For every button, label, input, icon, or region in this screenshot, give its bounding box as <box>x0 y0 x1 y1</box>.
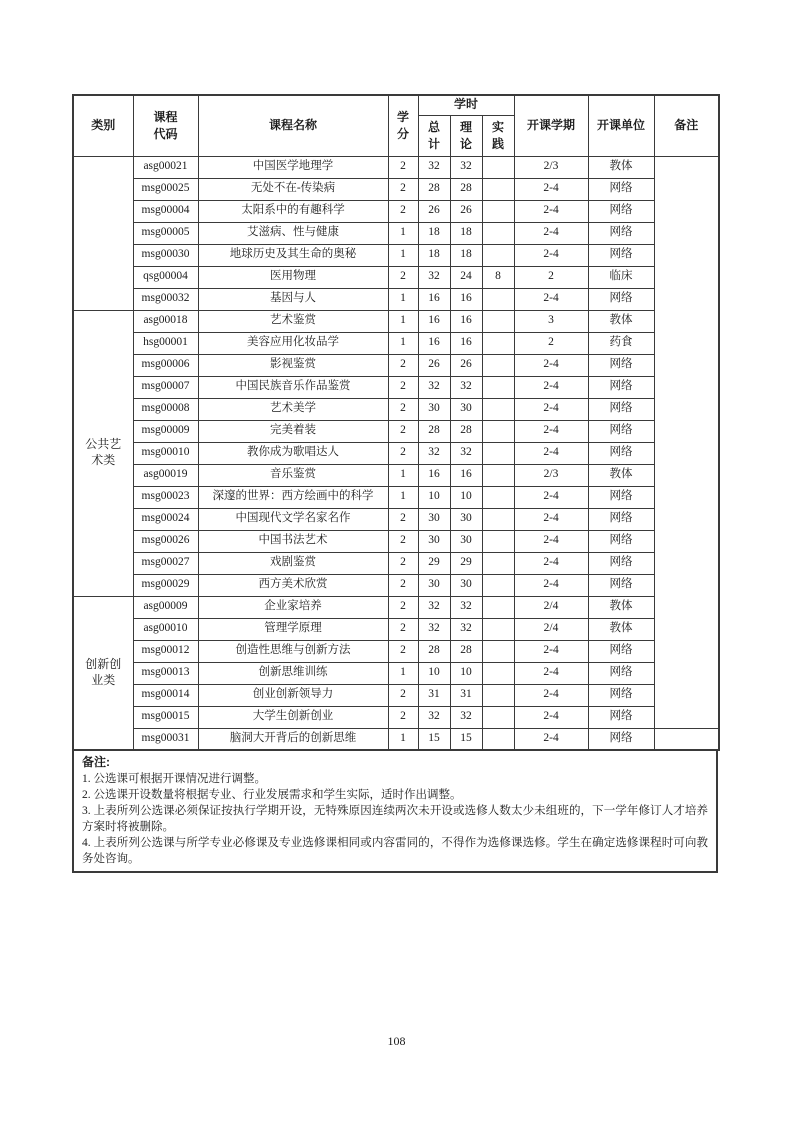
hours-total-cell: 10 <box>418 662 450 684</box>
hours-practice-cell <box>482 332 514 354</box>
department-cell: 网络 <box>588 244 654 266</box>
course-code-cell: msg00007 <box>133 376 198 398</box>
course-name-cell: 艺术鉴赏 <box>198 310 388 332</box>
hours-total-cell: 18 <box>418 244 450 266</box>
course-code-cell: msg00014 <box>133 684 198 706</box>
table-row <box>73 354 719 376</box>
credits-cell: 1 <box>388 464 418 486</box>
hours-theory-cell: 26 <box>450 354 482 376</box>
header-remarks-label: 备注 <box>674 117 699 132</box>
hours-practice-cell <box>482 706 514 728</box>
course-name-cell: 创新思维训练 <box>198 662 388 684</box>
hours-theory-cell: 32 <box>450 156 482 178</box>
department-cell: 网络 <box>588 486 654 508</box>
semester-cell: 2/4 <box>514 618 588 640</box>
course-name-cell: 管理学原理 <box>198 618 388 640</box>
semester-cell: 2-4 <box>514 640 588 662</box>
department-cell: 网络 <box>588 398 654 420</box>
hours-practice-cell <box>482 442 514 464</box>
header-remarks-cell <box>654 95 719 156</box>
credits-cell: 2 <box>388 552 418 574</box>
hours-theory-cell: 26 <box>450 200 482 222</box>
table-row <box>73 618 719 640</box>
table-row <box>73 442 719 464</box>
hours-total-cell: 28 <box>418 178 450 200</box>
course-code-cell: hsg00001 <box>133 332 198 354</box>
table-row <box>73 200 719 222</box>
hours-practice-cell <box>482 420 514 442</box>
course-name-cell: 创业创新领导力 <box>198 684 388 706</box>
hours-theory-cell: 30 <box>450 530 482 552</box>
course-code-cell: asg00009 <box>133 596 198 618</box>
remarks-merged-cell <box>654 156 719 728</box>
department-cell: 教体 <box>588 596 654 618</box>
header-hours-total-cell <box>418 115 450 156</box>
course-name-cell: 无处不在-传染病 <box>198 178 388 200</box>
hours-theory-cell: 32 <box>450 596 482 618</box>
department-cell: 药食 <box>588 332 654 354</box>
department-cell: 网络 <box>588 376 654 398</box>
hours-practice-cell <box>482 552 514 574</box>
course-name-cell: 中国书法艺术 <box>198 530 388 552</box>
department-cell: 教体 <box>588 310 654 332</box>
hours-total-cell: 32 <box>418 156 450 178</box>
credits-cell: 1 <box>388 288 418 310</box>
credits-cell: 2 <box>388 398 418 420</box>
hours-total-cell: 31 <box>418 684 450 706</box>
table-row <box>73 552 719 574</box>
credits-cell: 1 <box>388 662 418 684</box>
hours-total-cell: 18 <box>418 222 450 244</box>
semester-cell: 2-4 <box>514 530 588 552</box>
department-cell: 教体 <box>588 618 654 640</box>
credits-cell: 2 <box>388 156 418 178</box>
department-cell: 网络 <box>588 508 654 530</box>
semester-cell: 2-4 <box>514 354 588 376</box>
remarks-cell <box>654 728 719 750</box>
hours-total-cell: 16 <box>418 332 450 354</box>
course-code-cell: asg00019 <box>133 464 198 486</box>
credits-cell: 1 <box>388 244 418 266</box>
header-course-code-cell <box>133 95 198 156</box>
credits-cell: 2 <box>388 574 418 596</box>
note-item: 4. 上表所列公选课与所学专业必修课及专业选修课相同或内容雷同的，不得作为选修课选修。学生在确定选修课程时可向教务处咨询。 <box>82 837 708 865</box>
credits-cell: 1 <box>388 486 418 508</box>
course-code-cell: msg00026 <box>133 530 198 552</box>
hours-theory-cell: 16 <box>450 332 482 354</box>
course-code-cell: msg00031 <box>133 728 198 750</box>
header-department-label: 开课单位 <box>597 117 646 132</box>
course-name-cell: 中国医学地理学 <box>198 156 388 178</box>
course-code-cell: msg00012 <box>133 640 198 662</box>
course-name-cell: 教你成为歌唱达人 <box>198 442 388 464</box>
hours-theory-cell: 18 <box>450 222 482 244</box>
hours-theory-cell: 28 <box>450 640 482 662</box>
hours-theory-cell: 10 <box>450 662 482 684</box>
course-name-cell: 医用物理 <box>198 266 388 288</box>
table-header-row-1 <box>73 95 719 115</box>
hours-total-cell: 16 <box>418 310 450 332</box>
semester-cell: 2-4 <box>514 684 588 706</box>
header-course-name-label: 课程名称 <box>268 117 317 132</box>
department-cell: 临床 <box>588 266 654 288</box>
header-hours-theory-label: 理论 <box>459 119 472 151</box>
semester-cell: 2-4 <box>514 420 588 442</box>
credits-cell: 2 <box>388 530 418 552</box>
department-cell: 网络 <box>588 728 654 750</box>
department-cell: 网络 <box>588 552 654 574</box>
hours-theory-cell: 16 <box>450 288 482 310</box>
note-item: 1. 公选课可根据开课情况进行调整。 <box>82 773 266 785</box>
course-code-cell: msg00005 <box>133 222 198 244</box>
table-header <box>73 95 719 156</box>
semester-cell: 2-4 <box>514 178 588 200</box>
course-name-cell: 影视鉴赏 <box>198 354 388 376</box>
semester-cell: 3 <box>514 310 588 332</box>
semester-cell: 2-4 <box>514 728 588 750</box>
credits-cell: 1 <box>388 222 418 244</box>
course-code-cell: msg00030 <box>133 244 198 266</box>
hours-total-cell: 32 <box>418 596 450 618</box>
notes-section <box>72 751 718 873</box>
hours-total-cell: 32 <box>418 442 450 464</box>
table-row <box>73 486 719 508</box>
semester-cell: 2-4 <box>514 442 588 464</box>
course-name-cell: 企业家培养 <box>198 596 388 618</box>
course-name-cell: 深邃的世界：西方绘画中的科学 <box>198 486 388 508</box>
table-row <box>73 684 719 706</box>
course-name-cell: 艾滋病、性与健康 <box>198 222 388 244</box>
hours-theory-cell: 31 <box>450 684 482 706</box>
department-cell: 网络 <box>588 442 654 464</box>
hours-theory-cell: 30 <box>450 398 482 420</box>
hours-practice-cell <box>482 464 514 486</box>
table-row <box>73 222 719 244</box>
semester-cell: 2-4 <box>514 244 588 266</box>
header-credits-cell <box>388 95 418 156</box>
course-name-cell: 脑洞大开背后的创新思维 <box>198 728 388 750</box>
course-name-cell: 音乐鉴赏 <box>198 464 388 486</box>
hours-practice-cell <box>482 354 514 376</box>
hours-practice-cell <box>482 200 514 222</box>
hours-total-cell: 29 <box>418 552 450 574</box>
hours-theory-cell: 28 <box>450 178 482 200</box>
course-name-cell: 美容应用化妆品学 <box>198 332 388 354</box>
hours-theory-cell: 30 <box>450 508 482 530</box>
hours-theory-cell: 32 <box>450 442 482 464</box>
credits-cell: 2 <box>388 508 418 530</box>
course-name-cell: 地球历史及其生命的奥秘 <box>198 244 388 266</box>
hours-theory-cell: 16 <box>450 464 482 486</box>
hours-total-cell: 28 <box>418 420 450 442</box>
header-semester-cell <box>514 95 588 156</box>
hours-theory-cell: 16 <box>450 310 482 332</box>
table-row <box>73 706 719 728</box>
table-row <box>73 244 719 266</box>
course-code-cell: asg00021 <box>133 156 198 178</box>
hours-practice-cell <box>482 398 514 420</box>
hours-practice-cell <box>482 728 514 750</box>
course-code-cell: msg00004 <box>133 200 198 222</box>
hours-total-cell: 30 <box>418 574 450 596</box>
category-label: 创新创业类 <box>85 657 122 687</box>
table-body <box>73 156 719 750</box>
table-row <box>73 574 719 596</box>
hours-total-cell: 16 <box>418 464 450 486</box>
header-hours-theory-cell <box>450 115 482 156</box>
course-code-cell: asg00010 <box>133 618 198 640</box>
semester-cell: 2-4 <box>514 574 588 596</box>
header-hours-cell <box>418 95 514 115</box>
header-hours-practice-cell <box>482 115 514 156</box>
hours-practice-cell <box>482 596 514 618</box>
course-code-cell: msg00029 <box>133 574 198 596</box>
hours-theory-cell: 32 <box>450 706 482 728</box>
department-cell: 网络 <box>588 420 654 442</box>
hours-practice-cell <box>482 662 514 684</box>
table-row <box>73 530 719 552</box>
hours-practice-cell <box>482 310 514 332</box>
table-row <box>73 266 719 288</box>
hours-total-cell: 15 <box>418 728 450 750</box>
hours-theory-cell: 18 <box>450 244 482 266</box>
category-cell <box>73 596 133 750</box>
hours-total-cell: 32 <box>418 376 450 398</box>
course-code-cell: msg00027 <box>133 552 198 574</box>
table-row <box>73 310 719 332</box>
hours-practice-cell <box>482 574 514 596</box>
hours-practice-cell <box>482 376 514 398</box>
department-cell: 网络 <box>588 640 654 662</box>
course-code-cell: qsg00004 <box>133 266 198 288</box>
course-code-cell: msg00009 <box>133 420 198 442</box>
department-cell: 网络 <box>588 706 654 728</box>
course-name-cell: 中国现代文学名家名作 <box>198 508 388 530</box>
table-row <box>73 464 719 486</box>
course-code-cell: msg00025 <box>133 178 198 200</box>
credits-cell: 2 <box>388 200 418 222</box>
table-row <box>73 288 719 310</box>
hours-theory-cell: 15 <box>450 728 482 750</box>
hours-practice-cell <box>482 156 514 178</box>
hours-practice-cell <box>482 618 514 640</box>
credits-cell: 2 <box>388 266 418 288</box>
table-row <box>73 398 719 420</box>
semester-cell: 2-4 <box>514 288 588 310</box>
course-code-cell: msg00010 <box>133 442 198 464</box>
table-row <box>73 178 719 200</box>
department-cell: 网络 <box>588 530 654 552</box>
credits-cell: 2 <box>388 640 418 662</box>
header-credits-label: 学分 <box>396 109 409 141</box>
credits-cell: 1 <box>388 310 418 332</box>
hours-practice-cell <box>482 244 514 266</box>
hours-total-cell: 30 <box>418 398 450 420</box>
department-cell: 网络 <box>588 200 654 222</box>
notes-title: 备注: <box>82 755 110 769</box>
notes-items <box>82 771 708 867</box>
credits-cell: 1 <box>388 332 418 354</box>
course-name-cell: 太阳系中的有趣科学 <box>198 200 388 222</box>
semester-cell: 2-4 <box>514 376 588 398</box>
table-row <box>73 420 719 442</box>
course-name-cell: 基因与人 <box>198 288 388 310</box>
header-course-name-cell <box>198 95 388 156</box>
hours-total-cell: 26 <box>418 200 450 222</box>
semester-cell: 2-4 <box>514 398 588 420</box>
table-row <box>73 640 719 662</box>
hours-practice-cell <box>482 530 514 552</box>
hours-theory-cell: 32 <box>450 376 482 398</box>
course-name-cell: 创造性思维与创新方法 <box>198 640 388 662</box>
hours-theory-cell: 30 <box>450 574 482 596</box>
department-cell: 教体 <box>588 156 654 178</box>
table-row <box>73 332 719 354</box>
course-name-cell: 完美着装 <box>198 420 388 442</box>
hours-practice-cell <box>482 178 514 200</box>
table-row <box>73 156 719 178</box>
course-table <box>72 94 720 751</box>
table-row <box>73 728 719 750</box>
header-category-cell <box>73 95 133 156</box>
course-name-cell: 西方美术欣赏 <box>198 574 388 596</box>
hours-practice-cell: 8 <box>482 266 514 288</box>
table-row <box>73 376 719 398</box>
department-cell: 网络 <box>588 178 654 200</box>
hours-total-cell: 32 <box>418 618 450 640</box>
header-department-cell <box>588 95 654 156</box>
header-semester-label: 开课学期 <box>527 117 576 132</box>
header-hours-total-label: 总计 <box>427 119 440 151</box>
hours-practice-cell <box>482 684 514 706</box>
course-name-cell: 戏剧鉴赏 <box>198 552 388 574</box>
table-row <box>73 508 719 530</box>
semester-cell: 2-4 <box>514 222 588 244</box>
header-course-code-label: 课程代码 <box>153 109 178 141</box>
credits-cell: 2 <box>388 596 418 618</box>
hours-theory-cell: 29 <box>450 552 482 574</box>
hours-practice-cell <box>482 486 514 508</box>
hours-practice-cell <box>482 288 514 310</box>
header-hours-practice-label: 实践 <box>492 119 505 151</box>
credits-cell: 1 <box>388 728 418 750</box>
hours-theory-cell: 32 <box>450 618 482 640</box>
credits-cell: 2 <box>388 706 418 728</box>
semester-cell: 2-4 <box>514 508 588 530</box>
semester-cell: 2-4 <box>514 200 588 222</box>
semester-cell: 2-4 <box>514 662 588 684</box>
hours-practice-cell <box>482 508 514 530</box>
hours-total-cell: 32 <box>418 266 450 288</box>
note-item: 3. 上表所列公选课必须保证按执行学期开设，无特殊原因连续两次未开设或选修人数太少未组班的，下一学年修订人才培养方案时将被删除。 <box>82 805 708 833</box>
hours-practice-cell <box>482 222 514 244</box>
semester-cell: 2/3 <box>514 156 588 178</box>
credits-cell: 2 <box>388 376 418 398</box>
credits-cell: 2 <box>388 178 418 200</box>
header-hours-label: 学时 <box>454 97 479 112</box>
semester-cell: 2-4 <box>514 706 588 728</box>
course-code-cell: msg00023 <box>133 486 198 508</box>
semester-cell: 2/3 <box>514 464 588 486</box>
credits-cell: 2 <box>388 618 418 640</box>
hours-total-cell: 28 <box>418 640 450 662</box>
hours-theory-cell: 24 <box>450 266 482 288</box>
course-code-cell: msg00008 <box>133 398 198 420</box>
course-name-cell: 艺术美学 <box>198 398 388 420</box>
hours-practice-cell <box>482 640 514 662</box>
department-cell: 网络 <box>588 354 654 376</box>
table-row <box>73 662 719 684</box>
table-row <box>73 596 719 618</box>
department-cell: 网络 <box>588 288 654 310</box>
department-cell: 网络 <box>588 222 654 244</box>
course-code-cell: asg00018 <box>133 310 198 332</box>
semester-cell: 2 <box>514 332 588 354</box>
course-code-cell: msg00032 <box>133 288 198 310</box>
course-code-cell: msg00013 <box>133 662 198 684</box>
category-cell <box>73 310 133 596</box>
hours-total-cell: 10 <box>418 486 450 508</box>
note-item: 2. 公选课开设数量将根据专业、行业发展需求和学生实际，适时作出调整。 <box>82 789 462 801</box>
department-cell: 网络 <box>588 574 654 596</box>
credits-cell: 2 <box>388 354 418 376</box>
hours-total-cell: 30 <box>418 530 450 552</box>
semester-cell: 2-4 <box>514 486 588 508</box>
hours-total-cell: 32 <box>418 706 450 728</box>
department-cell: 教体 <box>588 464 654 486</box>
hours-total-cell: 30 <box>418 508 450 530</box>
course-name-cell: 大学生创新创业 <box>198 706 388 728</box>
hours-total-cell: 16 <box>418 288 450 310</box>
category-label: 公共艺术类 <box>85 437 122 467</box>
header-category-label: 类别 <box>91 117 116 132</box>
hours-theory-cell: 28 <box>450 420 482 442</box>
course-table-section <box>72 94 718 873</box>
department-cell: 网络 <box>588 684 654 706</box>
hours-theory-cell: 10 <box>450 486 482 508</box>
course-name-cell: 中国民族音乐作品鉴赏 <box>198 376 388 398</box>
credits-cell: 2 <box>388 684 418 706</box>
page-number: 108 <box>387 1034 406 1048</box>
course-code-cell: msg00024 <box>133 508 198 530</box>
credits-cell: 2 <box>388 442 418 464</box>
semester-cell: 2-4 <box>514 552 588 574</box>
department-cell: 网络 <box>588 662 654 684</box>
semester-cell: 2/4 <box>514 596 588 618</box>
course-code-cell: msg00015 <box>133 706 198 728</box>
category-cell <box>73 156 133 310</box>
hours-total-cell: 26 <box>418 354 450 376</box>
semester-cell: 2 <box>514 266 588 288</box>
credits-cell: 2 <box>388 420 418 442</box>
course-code-cell: msg00006 <box>133 354 198 376</box>
